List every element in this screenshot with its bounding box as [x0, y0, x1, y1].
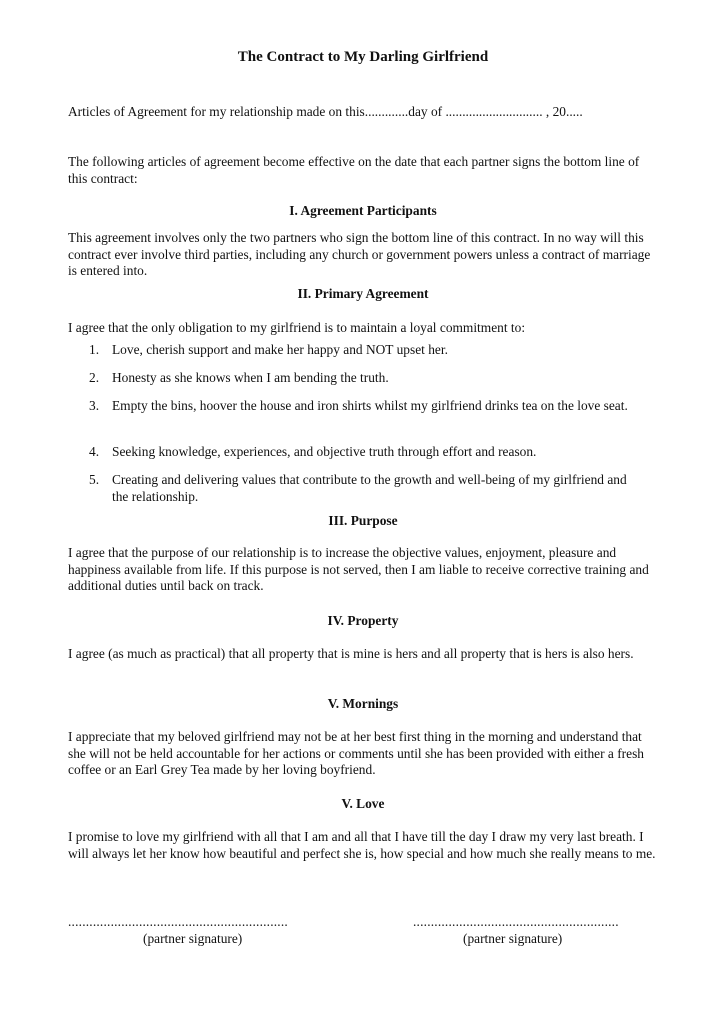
partner-signature-label-right: (partner signature): [463, 931, 563, 946]
section-heading-participants: I. Agreement Participants: [289, 203, 437, 218]
section-body-primary-agreement: I agree that the only obligation to my girlfriend is to maintain a loyal commitment to:: [68, 320, 526, 335]
document-title: The Contract to My Darling Girlfriend: [237, 49, 489, 65]
intro-paragraph: The following articles of agreement become effective on the date that each partner signs the bottom line of this contract:: [68, 154, 640, 186]
articles-line: Articles of Agreement for my relationship made on this.............day of ............................. , 20.....: [68, 104, 583, 119]
section-heading-mornings: V. Mornings: [327, 696, 399, 711]
list-item-number: 3.: [89, 398, 100, 413]
list-item-number: 5.: [89, 472, 100, 487]
list-item-text: Creating and delivering values that contribute to the growth and well-being of my girlfriend and the relationship.: [112, 472, 627, 504]
section-body-mornings: I appreciate that my beloved girlfriend may not be at her best first thing in the morning and understand that she will not be held accountable for her actions or comments until she has been provided with either a fresh coffee or an Earl Grey Tea made by her loving boyfriend.: [68, 729, 644, 777]
partner-signature-line-right: ..........................................................: [413, 914, 619, 929]
list-item-number: 4.: [89, 444, 100, 459]
list-item-text: Honesty as she knows when I am bending the truth.: [112, 370, 389, 385]
list-item-number: 2.: [89, 370, 100, 385]
partner-signature-line-left: ..............................................................: [68, 914, 288, 929]
section-body-participants: This agreement involves only the two partners who sign the bottom line of this contract. In no way will this contract ever involve third parties, including any church or government powers unless a contract of marriage is entered into.: [68, 230, 651, 278]
section-heading-love: V. Love: [341, 796, 385, 811]
section-heading-property: IV. Property: [327, 613, 399, 628]
section-body-purpose: I agree that the purpose of our relationship is to increase the objective values, enjoyment, pleasure and happiness available from life. If this purpose is not served, then I am liable to receive corrective training and additional duties until back on track.: [68, 545, 649, 593]
partner-signature-label-left: (partner signature): [143, 931, 243, 946]
section-heading-purpose: III. Purpose: [328, 513, 398, 528]
section-heading-primary-agreement: II. Primary Agreement: [297, 286, 429, 301]
section-body-property: I agree (as much as practical) that all property that is mine is hers and all property that is hers is also hers.: [68, 646, 634, 661]
list-item-number: 1.: [89, 342, 100, 357]
list-item-text: Empty the bins, hoover the house and iron shirts whilst my girlfriend drinks tea on the love seat.: [112, 398, 628, 413]
list-item-text: Love, cherish support and make her happy and NOT upset her.: [112, 342, 448, 357]
list-item-text: Seeking knowledge, experiences, and objective truth through effort and reason.: [112, 444, 537, 459]
section-body-love: I promise to love my girlfriend with all that I am and all that I have till the day I draw my very last breath. I will always let her know how beautiful and perfect she is, how special and how much she really means to me.: [68, 829, 656, 861]
